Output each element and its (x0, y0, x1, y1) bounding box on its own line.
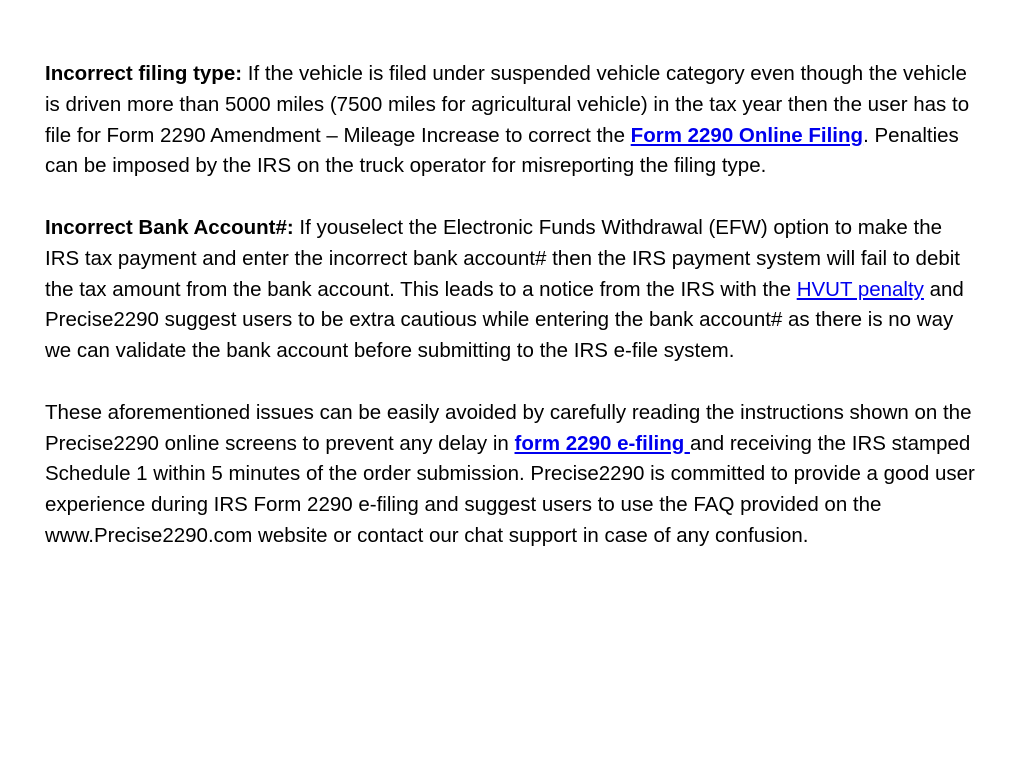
paragraph-incorrect-bank-account (45, 213, 980, 367)
paragraph-summary (45, 398, 980, 552)
paragraph-text: If the vehicle is filed under suspended vehicle category even though the vehicle is driven more than 5000 miles (7500 miles for agricultural vehicle) in the tax year then the user has to file for Form 2290 Amendment – Mileage Increase to correct the (45, 62, 970, 147)
paragraph-text: If youselect the Electronic Funds Withdrawal (EFW) option to make the IRS tax payment and enter the incorrect bank account# then the IRS payment system will fail to debit the tax amount from the bank account. This leads to a notice from the IRS with the (45, 215, 961, 301)
paragraph-incorrect-filing-type (45, 59, 980, 182)
hvut-penalty-link[interactable]: HVUT penalty (796, 277, 924, 301)
paragraph-text: These aforementioned issues can be easily avoided by carefully reading the instructions shown on the Precise2290 online screens to prevent any delay in (45, 400, 972, 455)
paragraph-heading: Incorrect filing type: (45, 62, 243, 85)
paragraph-heading: Incorrect Bank Account#: (45, 215, 294, 239)
document-body (45, 59, 980, 552)
paragraph-text: . Penalties can be imposed by the IRS on the truck operator for misreporting the filing type. (45, 123, 959, 178)
paragraph-text: and Precise2290 suggest users to be extra cautious while entering the bank account# as there is no way we can validate the bank account before submitting to the IRS e-file system. (45, 277, 964, 363)
form-2290-e-filing-link[interactable]: form 2290 e-filing (514, 431, 690, 455)
paragraph-text: and receiving the IRS stamped Schedule 1 within 5 minutes of the order submission. Precise2290 is committed to provide a good user experience during IRS Form 2290 e-filing and suggest users to use the FAQ provided on the www.Precise2290.com website or contact our chat support in case of any confusion. (45, 431, 975, 547)
form-2290-online-filing-link[interactable]: Form 2290 Online Filing (630, 123, 864, 147)
